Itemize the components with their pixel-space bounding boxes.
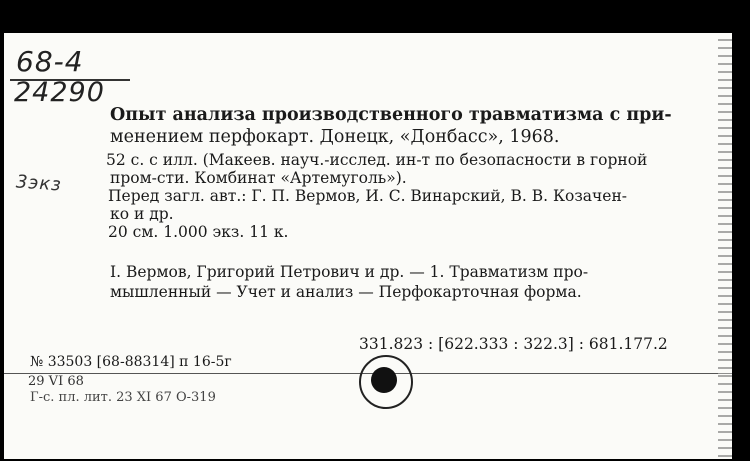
- registry-number: № 33503 [68-88314] п 16-5г: [30, 354, 232, 370]
- subject-line-1: I. Вермов, Григорий Петрович и др. — 1. Травматизм про-: [110, 263, 589, 281]
- call-number-top: 68-4: [16, 45, 84, 78]
- card-edge-marks: [718, 33, 732, 459]
- physical-description: 20 см. 1.000 экз. 11 к.: [108, 223, 289, 241]
- margin-note: 3экз: [15, 171, 63, 196]
- collation-line-1: 52 с. с илл. (Макеев. науч.-исслед. ин-т по безопасности в горной: [106, 151, 648, 169]
- punch-hole: [359, 355, 413, 409]
- subject-line-2: мышленный — Учет и анализ — Перфокарточная форма.: [110, 283, 582, 301]
- date-stamp: 29 VI 68: [28, 374, 84, 389]
- collation-line-2: пром-сти. Комбинат «Артемуголь»).: [110, 169, 407, 187]
- title-line-2: менением перфокарт. Донецк, «Донбасс», 1968.: [110, 127, 560, 147]
- udc-classification: 331.823 : [622.333 : 322.3] : 681.177.2: [359, 335, 668, 353]
- catalog-card: [4, 33, 732, 459]
- call-number-bottom: 24290: [14, 77, 105, 108]
- authors-line-1: Перед загл. авт.: Г. П. Вермов, И. С. Винарский, В. В. Козачен-: [108, 187, 628, 205]
- title-line-1: Опыт анализа производственного травматизма с при-: [110, 105, 672, 125]
- print-info: Г-с. пл. лит. 23 XI 67 О-319: [30, 390, 216, 405]
- authors-line-2: ко и др.: [110, 205, 174, 223]
